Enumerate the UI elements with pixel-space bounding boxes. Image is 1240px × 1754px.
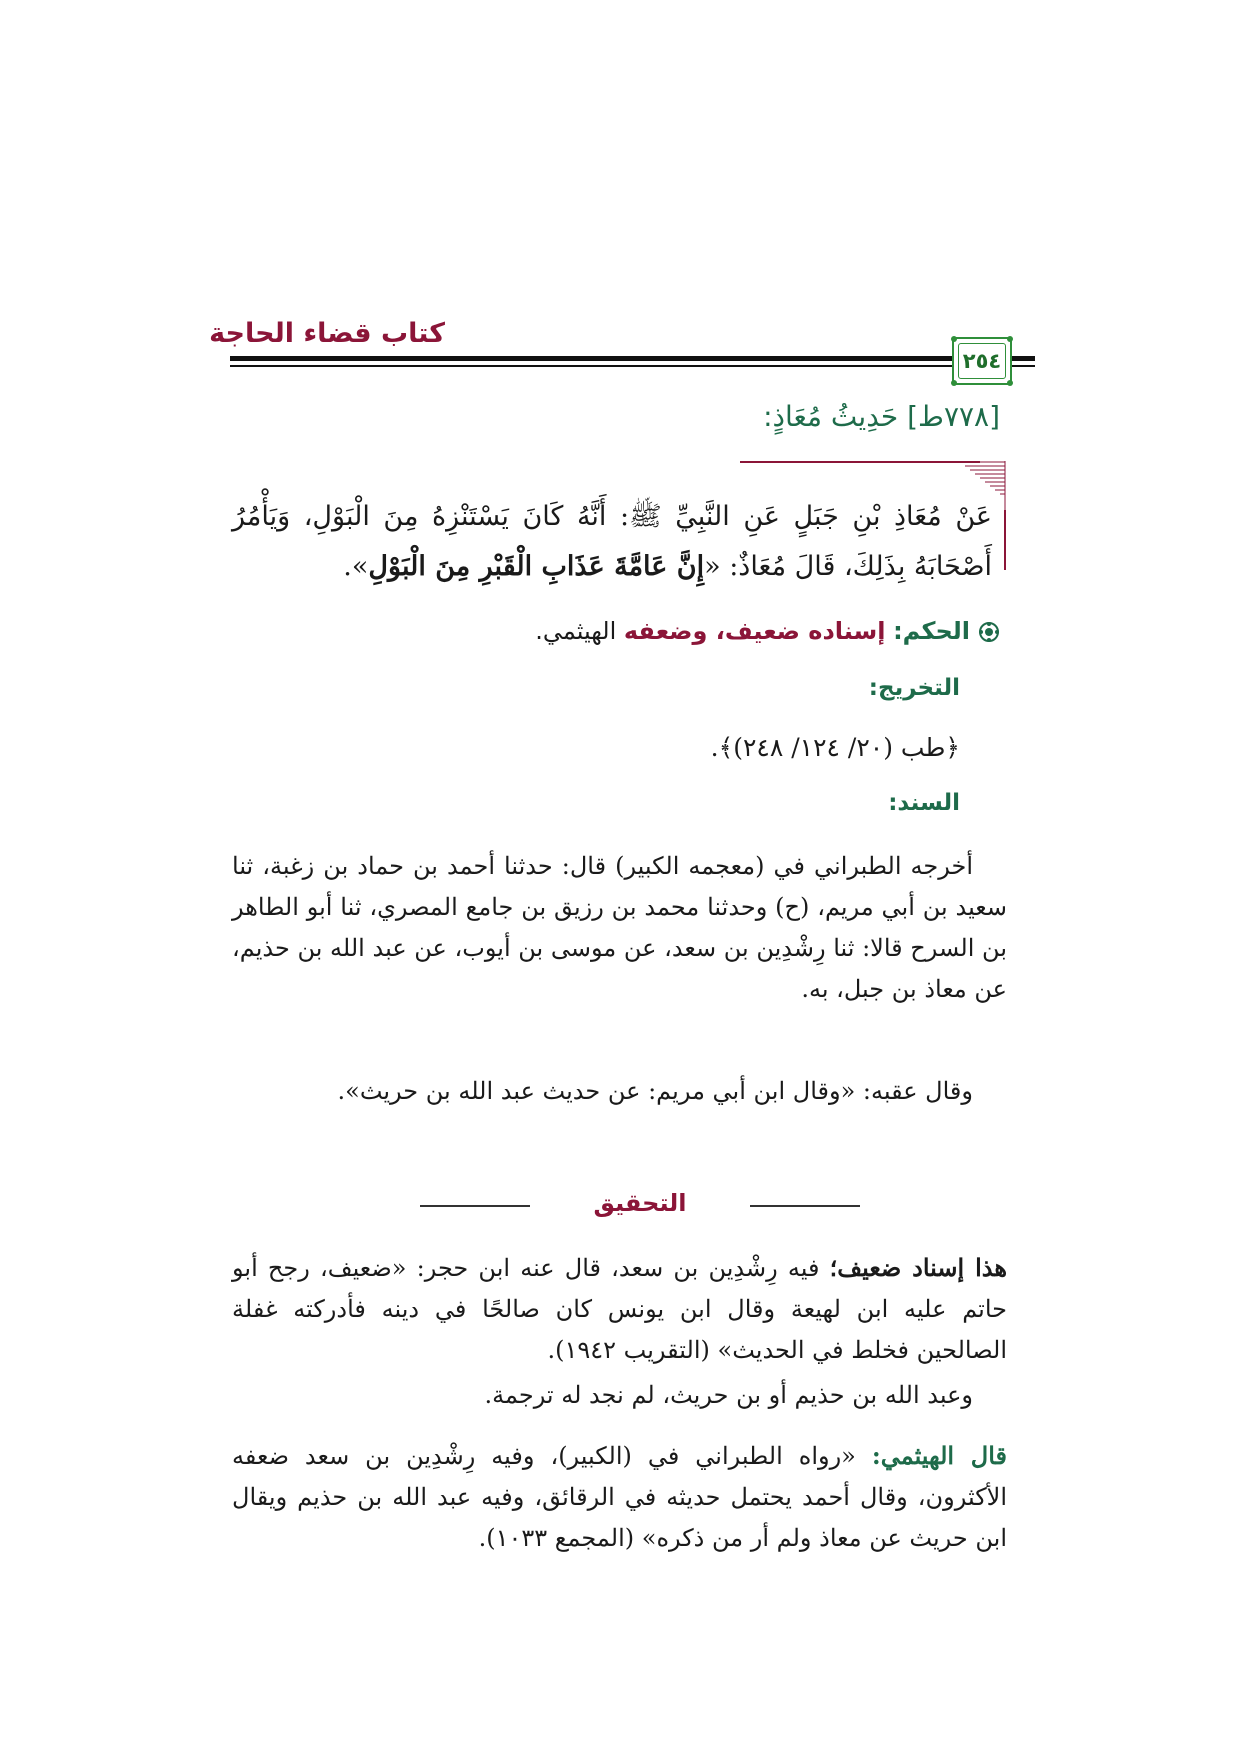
hadith-body: عَنْ مُعَاذِ بْنِ جَبَلٍ عَنِ النَّبِيِّ ﷺ: أَنَّهُ كَانَ يَسْتَنْزِهُ مِنَ الْبَوْلِ، وَيَأْمُرُ أَصْحَابَهُ بِذَلِكَ، قَالَ مُعَاذٌ: « (232, 501, 992, 582)
sanad-heading: السند: (888, 790, 960, 816)
haythami-label: قال الهيثمي: (871, 1441, 1008, 1470)
tahqiq-divider (420, 1189, 860, 1223)
flower-ornament-icon (978, 621, 1000, 643)
hadith-text (232, 492, 992, 592)
badge-ornament-icon (1007, 336, 1013, 342)
tahqiq-paragraph-2: وعبد الله بن حذيم أو بن حريث، لم نجد له ترجمة. (484, 1381, 973, 1409)
header-rule-thick-right (1010, 356, 1035, 361)
header-rule-thin (230, 365, 1012, 367)
ruling-value: إسناده ضعيف، وضعفه (623, 617, 886, 645)
hadith-frame-top (740, 461, 980, 463)
tahqiq-paragraph-1 (232, 1247, 1007, 1371)
badge-ornament-icon (951, 336, 957, 342)
tahqiq-p1-text: فيه رِشْدِين بن سعد، قال عنه ابن حجر: «ضعيف، رجح أبو حاتم عليه ابن لهيعة وقال ابن يونس كان صالحًا في دينه فأدركته غفلة الصالحين فخلط في الحديث» (التقريب ١٩٤٢). (232, 1254, 1007, 1364)
sanad-paragraph: أخرجه الطبراني في (معجمه الكبير) قال: حدثنا أحمد بن حماد بن زغبة، ثنا سعيد بن أبي مريم، (ح) وحدثنا محمد بن رزيق بن جامع المصري، ثنا أبو الطاهر بن السرح قالا: ثنا رِشْدِين بن سعد، عن موسى بن أيوب، عن عبد الله بن حذيم، عن معاذ بن جبل، به. (232, 852, 1007, 1003)
ruling-rest: الهيثمي. (535, 617, 624, 645)
takhrij-heading: التخريج: (868, 675, 960, 701)
page-number-badge (952, 337, 1012, 385)
ruling-label: الحكم: (893, 617, 970, 645)
hadith-heading: [٧٧٨ط] حَدِيثُ مُعَاذٍ: (763, 400, 1000, 433)
tahqiq-verdict: هذا إسناد ضعيف؛ (829, 1253, 1007, 1282)
running-header-title: كتاب قضاء الحاجة (209, 318, 445, 349)
badge-ornament-icon (1007, 380, 1013, 386)
badge-ornament-icon (951, 380, 957, 386)
hadith-quote: إِنَّ عَامَّةَ عَذَابِ الْقَبْرِ مِنَ الْبَوْلِ (368, 551, 705, 582)
takhrij-reference: ﴿طب (٢٠/ ١٢٤/ ٢٤٨)﴾. (710, 733, 960, 762)
sanad-note: وقال عقبه: «وقال ابن أبي مريم: عن حديث عبد الله بن حريث». (337, 1077, 973, 1105)
tahqiq-heading: التحقيق (593, 1189, 687, 1217)
header-rule-thin-right (1010, 365, 1035, 367)
header-rule-thick (230, 356, 1012, 361)
ruling-line (535, 617, 1000, 645)
tahqiq-paragraph-3 (232, 1435, 1007, 1559)
hadith-end: ». (343, 551, 369, 582)
hadith-frame-side (1004, 510, 1006, 570)
haythami-quote: «رواه الطبراني في (الكبير)، وفيه رِشْدِين بن سعد ضعفه الأكثرون، وقال أحمد يحتمل حديثه في الرقائق، وفيه عبد الله بن حذيم ويقال ابن حريث عن معاذ ولم أر من ذكره» (المجمع ١٠٣٣). (232, 1442, 1007, 1552)
page-number: ٢٥٤ (958, 343, 1006, 379)
